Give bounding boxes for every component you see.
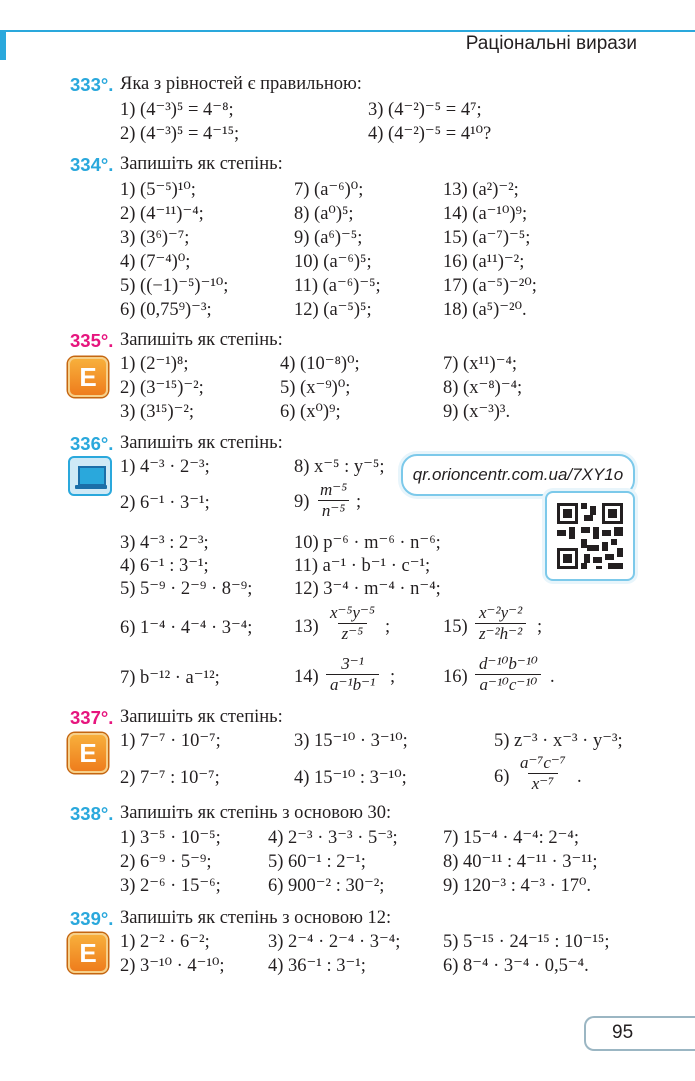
list-item: 8) (a⁰)⁵; [294, 204, 354, 224]
list-item: 11) a⁻¹ · b⁻¹ · c⁻¹; [294, 556, 431, 576]
chapter-title: Раціональні вирази [465, 33, 637, 54]
list-item: 5) (x⁻⁹)⁰; [280, 378, 351, 398]
list-item: 10) p⁻⁶ · m⁻⁶ · n⁻⁶; [294, 533, 441, 553]
list-item: 6) (0,75⁹)⁻³; [120, 300, 212, 320]
list-item: 3) 15⁻¹⁰ · 3⁻¹⁰; [294, 731, 408, 751]
list-item: 1) (2⁻¹)⁸; [120, 354, 189, 374]
list-item: 12) (a⁻⁵)⁵; [294, 300, 372, 320]
list-item: 6) 1⁻⁴ · 4⁻⁴ · 3⁻⁴; [120, 618, 253, 638]
list-item: 5) 5⁻⁹ · 2⁻⁹ · 8⁻⁹; [120, 579, 253, 599]
header-rule [6, 30, 695, 32]
exercise-number: 336°. [70, 433, 114, 454]
list-item: 11) (a⁻⁶)⁻⁵; [294, 276, 381, 296]
fraction [475, 603, 526, 644]
fraction-end: . [577, 767, 582, 787]
list-item: 2) 7⁻⁷ : 10⁻⁷; [120, 768, 220, 788]
list-item: 2) 6⁻¹ · 3⁻¹; [120, 493, 210, 513]
list-item: 1) 4⁻³ · 2⁻³; [120, 457, 210, 477]
list-item: 14) (a⁻¹⁰)⁹; [443, 204, 528, 224]
list-item: 4) 15⁻¹⁰ : 3⁻¹⁰; [294, 768, 407, 788]
list-item: 4) (4⁻²)⁻⁵ = 4¹⁰? [368, 124, 492, 144]
list-item: 8) (x⁻⁸)⁻⁴; [443, 378, 523, 398]
laptop-icon [68, 456, 112, 496]
fraction [326, 654, 379, 695]
fraction-end: ; [356, 492, 362, 512]
header-accent-mark [0, 30, 6, 60]
qr-code-icon[interactable] [545, 491, 635, 581]
exercise-number: 338°. [70, 803, 114, 824]
list-item: 2) (3⁻¹⁵)⁻²; [120, 378, 204, 398]
exercise-task: Яка з рівностей є правильною: [120, 74, 362, 94]
fraction-end: ; [385, 617, 391, 637]
numerator: x⁻²y⁻² [479, 603, 523, 622]
list-item: 4) 2⁻³ · 3⁻³ · 5⁻³; [268, 828, 398, 848]
list-item: 4) (10⁻⁸)⁰; [280, 354, 360, 374]
fraction-label: 6) [494, 767, 510, 787]
page-number-frame [584, 1016, 695, 1051]
exercise-number: 333°. [70, 74, 114, 95]
list-item: 3) (4⁻²)⁻⁵ = 4⁷; [368, 100, 482, 120]
list-item: 8) x⁻⁵ : y⁻⁵; [294, 457, 385, 477]
exercise-number: 339°. [70, 908, 114, 929]
numerator: m⁻⁵ [320, 480, 348, 499]
e-badge-icon: E [68, 733, 108, 773]
list-item: 9) (a⁶)⁻⁵; [294, 228, 363, 248]
exercise-task: Запишіть як степінь: [120, 330, 283, 350]
list-item: 2) (4⁻¹¹)⁻⁴; [120, 204, 204, 224]
qr-code-graphic [557, 503, 623, 569]
list-item: 13) (a²)⁻²; [443, 180, 519, 200]
fraction-label: 14) [294, 667, 319, 687]
list-item: 4) (7⁻⁴)⁰; [120, 252, 191, 272]
list-item: 7) b⁻¹² · a⁻¹²; [120, 668, 220, 688]
list-item: 5) 60⁻¹ : 2⁻¹; [268, 852, 366, 872]
list-item: 2) 6⁻⁹ · 5⁻⁹; [120, 852, 212, 872]
exercise-task: Запишіть як степінь з основою 30: [120, 803, 392, 823]
list-item: 1) (5⁻⁵)¹⁰; [120, 180, 196, 200]
list-item: 3) 4⁻³ : 2⁻³; [120, 533, 209, 553]
list-item: 1) 2⁻² · 6⁻²; [120, 932, 210, 952]
list-item: 9) (x⁻³)³. [443, 402, 511, 422]
list-item: 7) 15⁻⁴ · 4⁻⁴: 2⁻⁴; [443, 828, 579, 848]
list-item: 15) (a⁻⁷)⁻⁵; [443, 228, 531, 248]
numerator: a⁻⁷c⁻⁷ [520, 753, 566, 772]
fraction [475, 654, 542, 695]
exercise-number: 334°. [70, 154, 114, 175]
list-item: 7) (x¹¹)⁻⁴; [443, 354, 518, 374]
numerator: x⁻⁵y⁻⁵ [330, 603, 375, 622]
list-item: 1) (4⁻³)⁵ = 4⁻⁸; [120, 100, 234, 120]
denominator: a⁻¹⁰c⁻¹⁰ [475, 674, 541, 695]
qr-link[interactable]: qr.orioncentr.com.ua/7XY1o [401, 454, 635, 496]
list-item: 6) 8⁻⁴ · 3⁻⁴ · 0,5⁻⁴. [443, 956, 589, 976]
fraction-label: 15) [443, 617, 468, 637]
list-item: 5) z⁻³ · x⁻³ · y⁻³; [494, 731, 623, 751]
denominator: z⁻⁵ [338, 623, 368, 644]
list-item: 16) (a¹¹)⁻²; [443, 252, 525, 272]
fraction [316, 480, 351, 521]
denominator: n⁻⁵ [318, 500, 349, 521]
fraction-label: 13) [294, 617, 319, 637]
list-item: 4) 36⁻¹ : 3⁻¹; [268, 956, 366, 976]
e-badge-icon: E [68, 933, 108, 973]
fraction-end: ; [390, 667, 396, 687]
list-item: 3) (3¹⁵)⁻²; [120, 402, 195, 422]
numerator: d⁻¹⁰b⁻¹⁰ [479, 654, 538, 673]
exercise-task: Запишіть як степінь: [120, 707, 283, 727]
list-item: 5) 5⁻¹⁵ · 24⁻¹⁵ : 10⁻¹⁵; [443, 932, 610, 952]
list-item: 1) 7⁻⁷ · 10⁻⁷; [120, 731, 221, 751]
list-item: 18) (a⁵)⁻²⁰. [443, 300, 527, 320]
exercise-number: 337°. [70, 707, 114, 728]
list-item: 1) 3⁻⁵ · 10⁻⁵; [120, 828, 221, 848]
exercise-task: Запишіть як степінь з основою 12: [120, 908, 392, 928]
fraction-label: 16) [443, 667, 468, 687]
e-badge-icon: E [68, 357, 108, 397]
denominator: a⁻¹b⁻¹ [326, 674, 379, 695]
list-item: 8) 40⁻¹¹ : 4⁻¹¹ · 3⁻¹¹; [443, 852, 598, 872]
exercise-number: 335°. [70, 330, 114, 351]
page-number: 95 [612, 1022, 634, 1043]
page-header [0, 30, 695, 60]
fraction-end: ; [537, 617, 543, 637]
list-item: 3) (3⁶)⁻⁷; [120, 228, 190, 248]
exercise-task: Запишіть як степінь: [120, 154, 283, 174]
fraction [326, 603, 379, 644]
list-item: 4) 6⁻¹ : 3⁻¹; [120, 556, 209, 576]
list-item: 12) 3⁻⁴ · m⁻⁴ · n⁻⁴; [294, 579, 441, 599]
denominator: z⁻²h⁻² [475, 623, 526, 644]
list-item: 2) 3⁻¹⁰ · 4⁻¹⁰; [120, 956, 225, 976]
list-item: 10) (a⁻⁶)⁵; [294, 252, 372, 272]
denominator: x⁻⁷ [528, 773, 558, 794]
list-item: 3) 2⁻⁶ · 15⁻⁶; [120, 876, 221, 896]
list-item: 17) (a⁻⁵)⁻²⁰; [443, 276, 537, 296]
fraction [516, 753, 570, 794]
list-item: 9) 120⁻³ : 4⁻³ · 17⁰. [443, 876, 591, 896]
numerator: 3⁻¹ [341, 654, 364, 673]
list-item: 7) (a⁻⁶)⁰; [294, 180, 364, 200]
list-item: 5) ((−1)⁻⁵)⁻¹⁰; [120, 276, 229, 296]
exercise-task: Запишіть як степінь: [120, 433, 283, 453]
list-item: 6) 900⁻² : 30⁻²; [268, 876, 385, 896]
fraction-label: 9) [294, 492, 310, 512]
list-item: 6) (x⁰)⁹; [280, 402, 341, 422]
list-item: 2) (4⁻³)⁵ = 4⁻¹⁵; [120, 124, 240, 144]
fraction-end: . [550, 667, 555, 687]
list-item: 3) 2⁻⁴ · 2⁻⁴ · 3⁻⁴; [268, 932, 401, 952]
